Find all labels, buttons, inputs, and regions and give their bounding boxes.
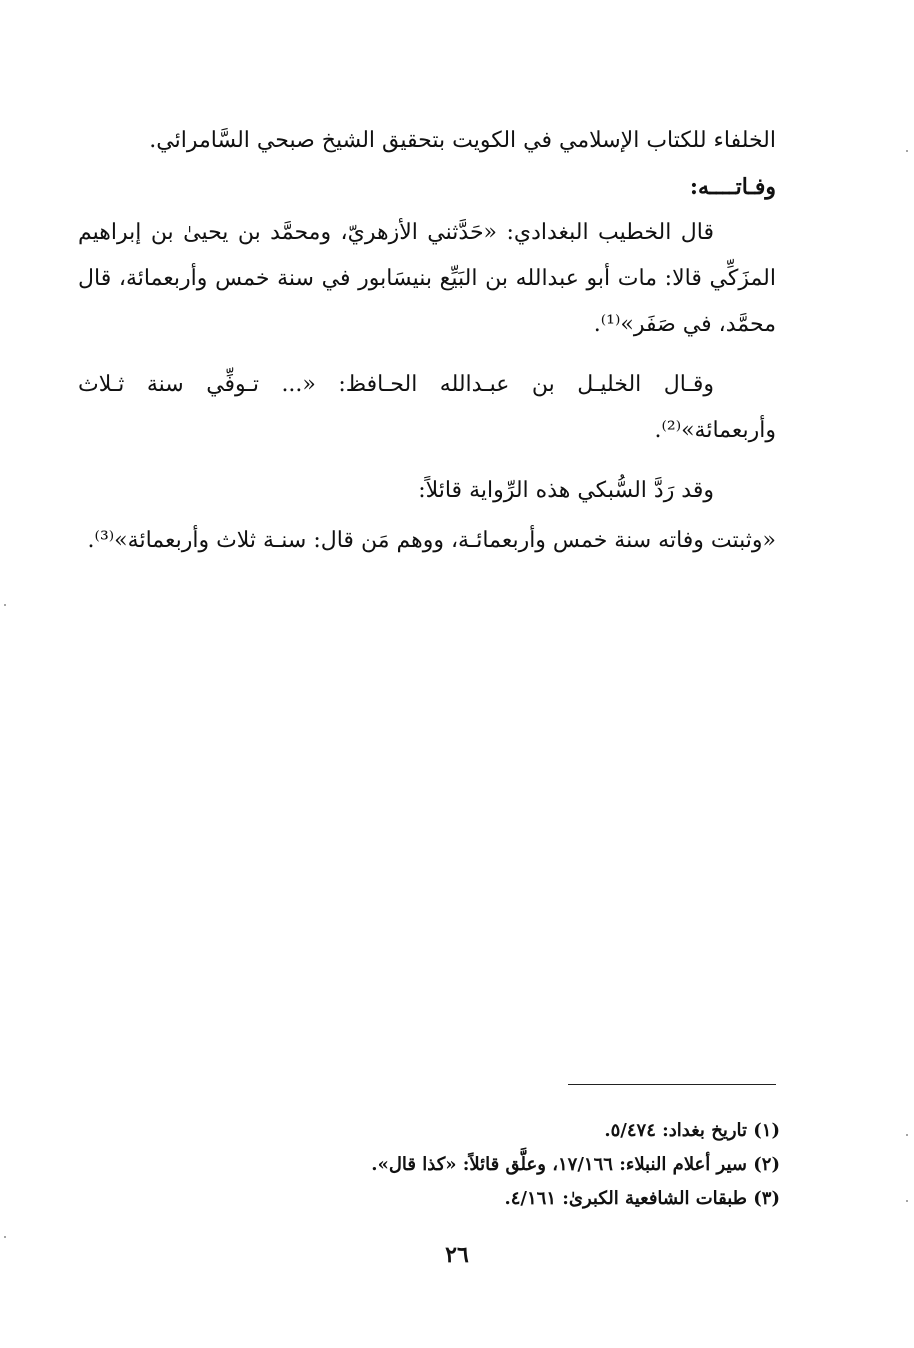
section-heading: وفـاتــــه: (689, 174, 776, 200)
subki-intro-paragraph: وقد رَدَّ السُّبكي هذه الرِّواية قائلاً: (418, 478, 714, 503)
quote-paragraph-khalil: وقـال الخليـل بن عبـدالله الحـافظ: «... تـوفِّي سنة ثـلاث وأربعمائة»⁽²⁾. (78, 372, 776, 443)
footnotes (200, 1114, 780, 1216)
subki-quote-paragraph: «وثبتت وفاته سنة خمس وأربعمائـة، ووهم مَن قال: سنـة ثلاث وأربعمائة»⁽³⁾. (87, 528, 776, 553)
continued-paragraph: الخلفاء للكتاب الإسلامي في الكويت بتحقيق الشيخ صبحي السَّامرائي. (149, 128, 776, 153)
main-text (78, 118, 776, 564)
footnote-2: (٢) سير أعلام النبلاء: ١٧/١٦٦، وعلَّق قائلاً: «كذا قال». (371, 1154, 780, 1175)
scan-speck (906, 1134, 908, 1136)
page-number: ٢٦ (445, 1242, 469, 1268)
footnote-1: (١) تاريخ بغداد: ٥/٤٧٤. (604, 1120, 780, 1141)
scan-speck (4, 604, 6, 606)
footnote-3: (٣) طبقات الشافعية الكبرىٰ: ٤/١٦١. (504, 1188, 780, 1209)
scan-speck (906, 150, 908, 152)
scan-speck (4, 1236, 6, 1238)
scan-speck (906, 1200, 908, 1202)
quote-paragraph-khatib: قال الخطيب البغدادي: «حَدَّثني الأزهريّ، ومحمَّد بن يحيىٰ بن إبراهيم المزَكِّي قالا: مات أبو عبدالله بن البَيِّع بنيسَابور في سنة خمس وأربعمائة، قال محمَّد، في صَفَر»⁽¹⁾. (78, 220, 776, 337)
footnote-separator (568, 1084, 776, 1085)
